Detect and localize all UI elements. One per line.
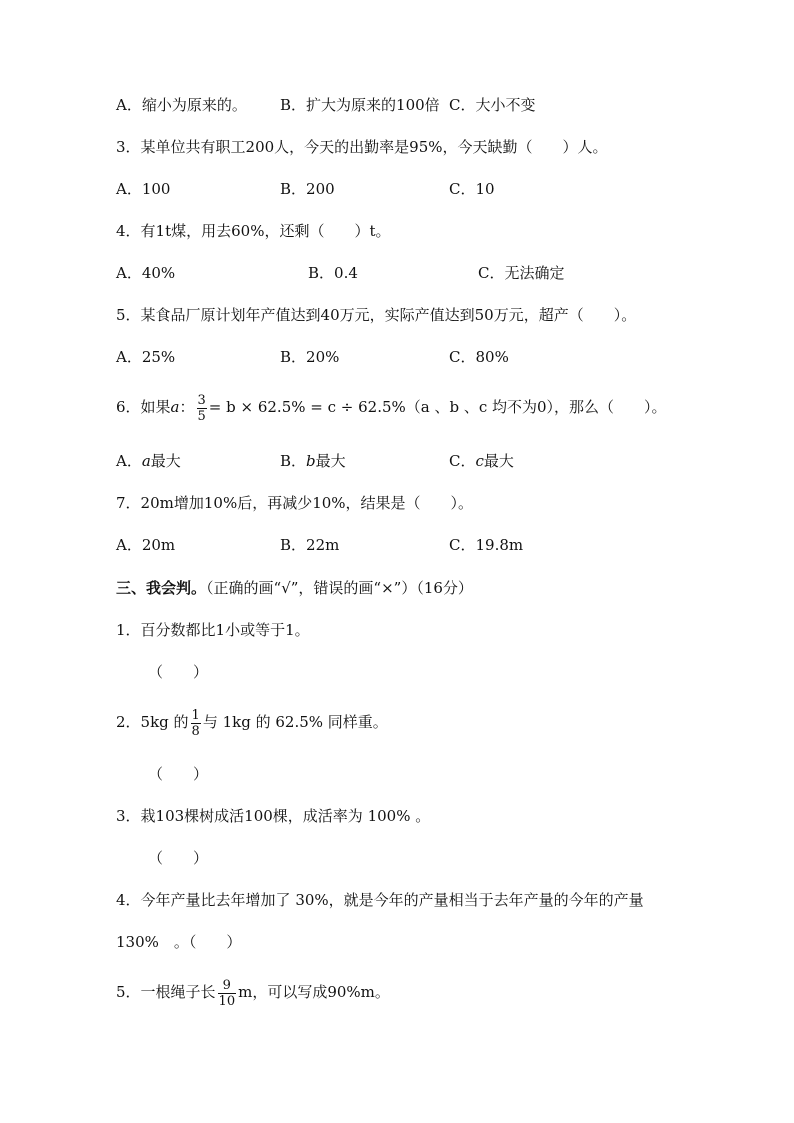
q6-middle: = b × 62.5% = c ÷ 62.5%（a 、b 、c 均不为0），那么（ ）。 (208, 398, 667, 416)
judge-1-answer-blank[interactable]: （ ） (148, 663, 209, 681)
judge-2-prefix: 2．5kg 的 (116, 713, 189, 731)
q7-option-c: C．19.8m (449, 536, 524, 554)
q5-option-c: C．80% (449, 348, 509, 366)
judge-2-fraction-denominator: 8 (191, 723, 200, 739)
q6-fraction-denominator: 5 (197, 408, 206, 424)
q6-option-b-var: b (306, 452, 316, 470)
q6-option-b-text: 最大 (315, 452, 346, 470)
question-4: 4．有1t煤，用去60%，还剩（ ）t。 (116, 222, 391, 240)
question-7: 7．20m增加10%后，再减少10%，结果是（ ）。 (116, 494, 474, 512)
q6-option-c-var: c (475, 452, 484, 470)
question-6 (116, 388, 667, 426)
section-3-instructions: （正确的画“√”，错误的画“×”）（16分） (206, 579, 473, 597)
q5-option-a: A．25% (116, 348, 176, 366)
q6-option-a-label: A． (116, 452, 142, 470)
q5-option-b: B．20% (280, 348, 340, 366)
judge-2-fraction-numerator: 1 (191, 707, 200, 723)
judge-3: 3．栽103棵树成活100棵，成活率为 100% 。 (116, 807, 431, 825)
section-3-number: 三、 (116, 579, 147, 597)
q6-option-a (116, 451, 181, 471)
q4-option-b: B．0.4 (308, 264, 358, 282)
judge-4-line-1: 4．今年产量比去年增加了 30%，就是今年的产量相当于去年产量的今年的产量 (116, 891, 644, 909)
section-3-heading: 我会判。 (146, 579, 207, 597)
q4-option-c: C．无法确定 (478, 264, 565, 282)
q6-option-c-text: 最大 (483, 452, 514, 470)
q3-option-a: A．100 (116, 180, 171, 198)
judge-5 (116, 972, 390, 1012)
judge-2-answer-blank[interactable]: （ ） (148, 765, 209, 783)
q7-option-b: B．22m (280, 536, 340, 554)
q3-option-b: B．200 (280, 180, 335, 198)
judge-5-fraction (218, 978, 237, 1009)
judge-4-line-2: 130% 。（ ） (116, 933, 242, 951)
q7-option-a: A．20m (116, 536, 176, 554)
q4-option-a: A．40% (116, 264, 176, 282)
judge-5-fraction-numerator: 9 (218, 978, 237, 994)
question-5: 5．某食品厂原计划年产值达到40万元，实际产值达到50万元，超产（ ）。 (116, 306, 637, 324)
q6-prefix: 6．如果 (116, 398, 171, 416)
judge-3-answer-blank[interactable]: （ ） (148, 849, 209, 867)
q6-option-a-text: 最大 (150, 452, 181, 470)
q3-option-c: C．10 (449, 180, 495, 198)
option-a: A．缩小为原来的。 (116, 96, 247, 114)
question-3: 3．某单位共有职工200人，今天的出勤率是95%，今天缺勤（ ）人。 (116, 138, 608, 156)
judge-5-prefix: 5．一根绳子长 (116, 983, 216, 1001)
judge-2-fraction (191, 708, 201, 739)
judge-1: 1．百分数都比1小或等于1。 (116, 621, 310, 639)
section-3-title (116, 578, 473, 598)
q6-option-a-var: a (141, 452, 151, 470)
judge-2-suffix: 与 1kg 的 62.5% 同样重。 (202, 713, 388, 731)
judge-5-suffix: m，可以写成90%m。 (238, 983, 390, 1001)
q6-fraction (197, 393, 207, 424)
q6-option-c (449, 451, 514, 471)
option-c: C．大小不变 (449, 96, 536, 114)
judge-2 (116, 702, 388, 742)
judge-5-fraction-denominator: 10 (218, 993, 236, 1009)
option-b: B．扩大为原来的100倍 (280, 96, 440, 114)
q6-fraction-numerator: 3 (197, 392, 206, 408)
q6-var-a: a (170, 398, 180, 416)
q6-colon: ： (179, 398, 195, 416)
q6-option-c-label: C． (449, 452, 476, 470)
q6-option-b-label: B． (280, 452, 307, 470)
q6-option-b (280, 451, 346, 471)
